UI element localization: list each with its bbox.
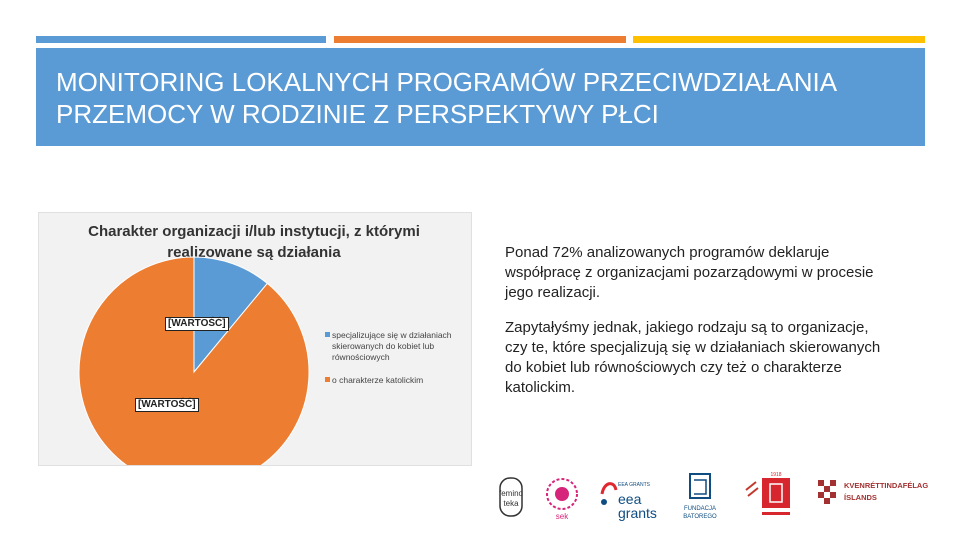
title-band <box>36 48 925 146</box>
legend-swatch <box>325 377 330 382</box>
svg-text:grants: grants <box>618 505 657 521</box>
slide-title <box>56 66 916 130</box>
feminoteka-logo <box>494 474 528 520</box>
kvenrettindafelag-logo <box>816 476 928 520</box>
legend-item <box>325 330 467 363</box>
accent-bar-orange <box>334 36 626 43</box>
accent-bar-blue <box>36 36 326 43</box>
slide-title-line-1: MONITORING LOKALNYCH PROGRAMÓW PRZECIWDZIAŁANIA <box>56 67 838 97</box>
pie-slice-2 <box>79 257 309 465</box>
legend-label: specjalizujące się w działaniach skierowanych do kobiet lub równościowych <box>332 330 452 362</box>
chart-title: Charakter organizacji i/lub instytucji, z którymi realizowane są działania <box>88 223 420 261</box>
paragraph-1: Ponad 72% analizowanych programów deklaruje współpracę z organizacjami pozarządowymi w procesie jego realizacji. <box>505 244 874 301</box>
red-flag-logo <box>742 470 798 522</box>
slide-title-line-2: PRZEMOCY W RODZINIE Z PERSPEKTYWY PŁCI <box>56 99 659 129</box>
svg-text:eea: eea <box>618 491 642 507</box>
sek-logo <box>542 474 582 522</box>
paragraph-2: Zapytałyśmy jednak, jakiego rodzaju są to organizacje, czy te, które specjalizują się w działaniach skierowanych do kobiet lub równościowych czy też o charakterze katolickim. <box>505 319 881 396</box>
legend-label: o charakterze katolickim <box>332 375 424 385</box>
svg-text:BATOREGO: BATOREGO <box>683 514 717 520</box>
svg-text:femino: femino <box>498 489 524 498</box>
svg-text:ÍSLANDS: ÍSLANDS <box>844 493 877 502</box>
chart-legend <box>325 330 467 398</box>
pie-chart <box>38 212 472 466</box>
data-label-slice-1: [WARTOŚĆ] <box>165 317 229 331</box>
svg-text:1918: 1918 <box>770 472 782 478</box>
partner-logos <box>490 466 930 524</box>
legend-swatch <box>325 332 330 337</box>
svg-text:EEA GRANTS: EEA GRANTS <box>618 482 650 488</box>
fundacja-batorego-logo <box>678 472 722 524</box>
legend-item <box>325 375 467 386</box>
svg-text:KVENRÉTTINDAFÉLAG: KVENRÉTTINDAFÉLAG <box>844 481 928 490</box>
svg-text:FUNDACJA: FUNDACJA <box>683 506 717 512</box>
eea-grants-logo <box>598 472 660 522</box>
svg-text:sek: sek <box>555 512 569 521</box>
accent-bar-yellow <box>633 36 925 43</box>
data-label-slice-2: [WARTOŚĆ] <box>135 398 199 412</box>
svg-text:teka: teka <box>503 499 519 508</box>
